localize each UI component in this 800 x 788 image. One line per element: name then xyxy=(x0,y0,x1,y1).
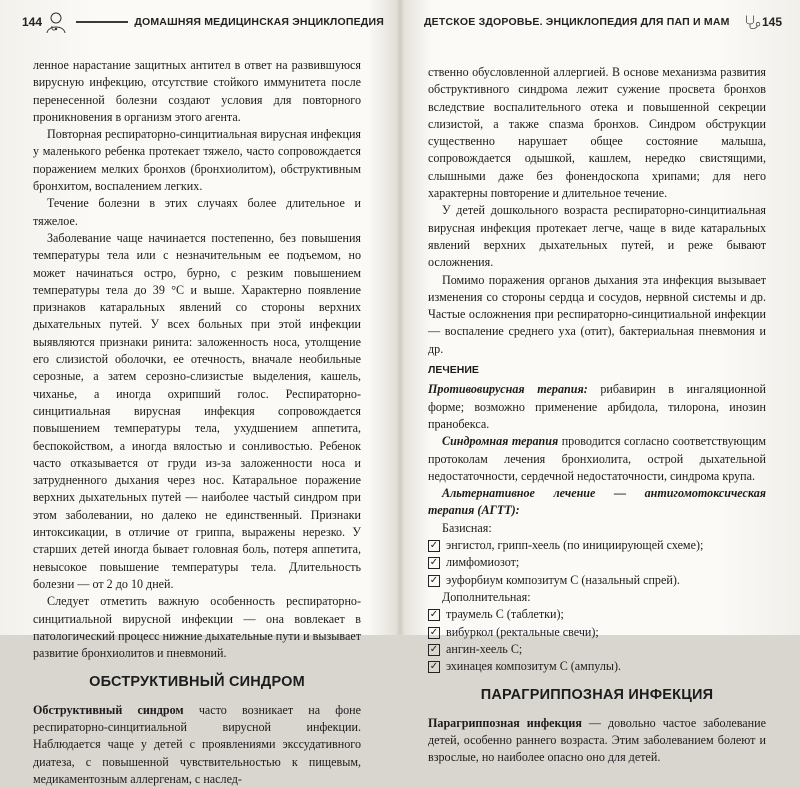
list-item xyxy=(428,606,766,623)
paragraph-text: рибавирин в ингаляционной форме; возможно применение арбидола, тилорона, инозин пранобекса. xyxy=(428,382,766,431)
checkbox-icon: ✓ xyxy=(429,661,439,673)
paragraph xyxy=(33,702,361,788)
paragraph: У детей дошкольного возраста респираторно-синцитиальная вирусная инфекция протекает легче, чаще в виде катаральных явлений верхних дыхательных путей, и реже бывают осложнения. xyxy=(428,203,766,270)
paragraph xyxy=(428,715,766,767)
alt-treatment-label: Альтернативное лечение — антигомотоксическая терапия (АГТТ): xyxy=(428,486,766,518)
checkbox-icon: ✓ xyxy=(429,557,439,569)
basic-list xyxy=(428,537,766,589)
section-heading-obstructive: ОБСТРУКТИВНЫЙ СИНДРОМ xyxy=(89,674,305,691)
basic-label: Базисная: xyxy=(442,520,492,535)
paragraph: Следует отметить важную особенность респираторно-синцитиальной вирусной инфекции — она вовлекает в патологический процесс нижние дыхательные пути и вызывает развитие бронхиолитов и пневмоний. xyxy=(33,594,361,661)
checkbox-icon: ✓ xyxy=(429,540,439,552)
paragraph: Течение болезни в этих случаях более длительное и тяжелое. xyxy=(33,196,361,228)
list-item-text: ангин-хеель С; xyxy=(446,641,523,656)
right-page-body xyxy=(428,64,766,767)
extra-label: Дополнительная: xyxy=(442,589,531,604)
section-heading-parainfluenza: ПАРАГРИППОЗНАЯ ИНФЕКЦИЯ xyxy=(480,687,714,704)
list-item-text: эуфорбиум композитум С (назальный спрей). xyxy=(446,572,680,587)
paragraph: Помимо поражения органов дыхания эта инфекция вызывает изменения со стороны сердца и сосудов, нервной системы и др. Частые осложнения при респираторно-синцитиальной инфекции — воспаление среднего уха (отит), бактериальная пневмония и др. xyxy=(428,272,766,356)
list-item xyxy=(428,624,766,641)
left-page xyxy=(0,0,400,786)
left-page-header xyxy=(22,12,384,32)
paragraph: Заболевание чаще начинается постепенно, без повышения температуры тела или с незначительным ее подъемом, но может начинаться остро, бурно, с резким повышением температуры тела до 39 °С и выше. Характерно появление признаков катаральных явлений со стороны верхних дыхательных путей. У всех больных при этой инфекции выявляются признаки ринита: заложенность носа, утолщение его слизистой оболочки, ее отечность, вначале необильные серозные, а затем серозно-слизистые выделения, кашель, чиханье, а иногда охрипший голос. Респираторно-синцитиальная вирусная инфекция сопровождается повышением температуры тела, ухудшением аппетита, беспокойством, а иногда вялостью и сонливостью. Ребенок часто отказывается от груди из-за заложенности носа и затрудненного дыхания через нос. Катаральное поражение верхних дыхательных путей — наиболее частый синдром при этом заболевании, но далеко не единственный. Признаки интоксикации, в отличие от гриппа, выражены нерезко. У старших детей иногда бывает головная боль, потеря аппетита, невысокое повышение температуры тела. Длительность болезни — от 2 до 10 дней. xyxy=(33,230,361,591)
paragraph-text: часто возникает на фоне респираторно-синцитиальной вирусной инфекции. Наблюдается чаще у детей с проявлениями экссудативного диатеза, с повышенной чувствительностью к пищевым, медикаментозным аллергенам, с наслед- xyxy=(33,702,361,786)
term-bold-italic: Синдромная терапия xyxy=(442,434,559,449)
treatment-heading: ЛЕЧЕНИЕ xyxy=(428,364,479,377)
right-page-header xyxy=(424,12,782,32)
stethoscope-icon xyxy=(742,10,762,34)
list-item xyxy=(428,658,766,675)
list-item xyxy=(428,554,766,571)
left-running-head: ДОМАШНЯЯ МЕДИЦИНСКАЯ ЭНЦИКЛОПЕДИЯ xyxy=(134,16,384,28)
list-item-text: вибуркол (ректальные свечи); xyxy=(446,624,599,639)
doctor-icon xyxy=(42,10,70,34)
paragraph xyxy=(428,433,766,485)
right-page xyxy=(402,0,800,765)
extra-list xyxy=(428,606,766,675)
checkbox-icon: ✓ xyxy=(429,643,439,655)
right-page-number: 145 xyxy=(761,15,782,29)
paragraph-text: проводится согласно соответствующим протоколам лечения бронхиолита, острой дыхательной недостаточности, сердечной недостаточности, синдрома крупа. xyxy=(428,434,766,483)
list-item-text: энгистол, грипп-хеель (по инициирующей схеме); xyxy=(446,538,704,553)
paragraph xyxy=(428,381,766,433)
left-page-body xyxy=(33,57,361,788)
list-item-text: эхинацея композитум С (ампулы). xyxy=(446,659,622,674)
list-item-text: лимфомиозот; xyxy=(446,555,520,570)
list-item xyxy=(428,572,766,589)
right-running-head: ДЕТСКОЕ ЗДОРОВЬЕ. ЭНЦИКЛОПЕДИЯ ДЛЯ ПАП И МАМ xyxy=(424,16,730,28)
term-bold-italic: Противовирусная терапия: xyxy=(428,382,588,397)
paragraph: ленное нарастание защитных антител в ответ на развившуюся вирусную инфекцию, отсутствие стойкого иммунитета после перенесенной болезни создают условия для повторного проникновения в организм этого агента. xyxy=(33,58,361,124)
list-item-text: траумель С (таблетки); xyxy=(446,607,564,622)
paragraph: Повторная респираторно-синцитиальная вирусная инфекция у маленького ребенка протекает тяжело, часто сопровождается поражением мелких бронхов (бронхиолитом), обструктивным бронхитом, воспалением легких. xyxy=(33,127,361,194)
term-bold: Обструктивный синдром xyxy=(33,702,184,717)
checkbox-icon: ✓ xyxy=(429,609,439,621)
checkbox-icon: ✓ xyxy=(429,574,439,586)
paragraph-text: — довольно частое заболевание детей, особенно раннего возраста. Этим заболеванием болеют и взрослые, но наиболее опасно оно для детей. xyxy=(428,715,766,765)
header-rule xyxy=(76,21,128,23)
left-page-number: 144 xyxy=(22,15,43,29)
checkbox-icon: ✓ xyxy=(429,626,439,638)
term-bold: Парагриппозная инфекция xyxy=(428,715,582,730)
list-item xyxy=(428,537,766,554)
list-item xyxy=(428,641,766,658)
paragraph: ственно обусловленной аллергией. В основе механизма развития обструктивного синдрома лежит сужение просвета бронхов вследствие воспалительного отека и повышенной секреции слизистой, а также спазма бронхов. Синдром обструкции существенно нарушает общее состояние малыша, сопровождается одышкой, кашлем, нередко свистящими, слышными даже без фонендоскопа хрипами; для него характерны повторение и длительное течение. xyxy=(428,65,766,201)
